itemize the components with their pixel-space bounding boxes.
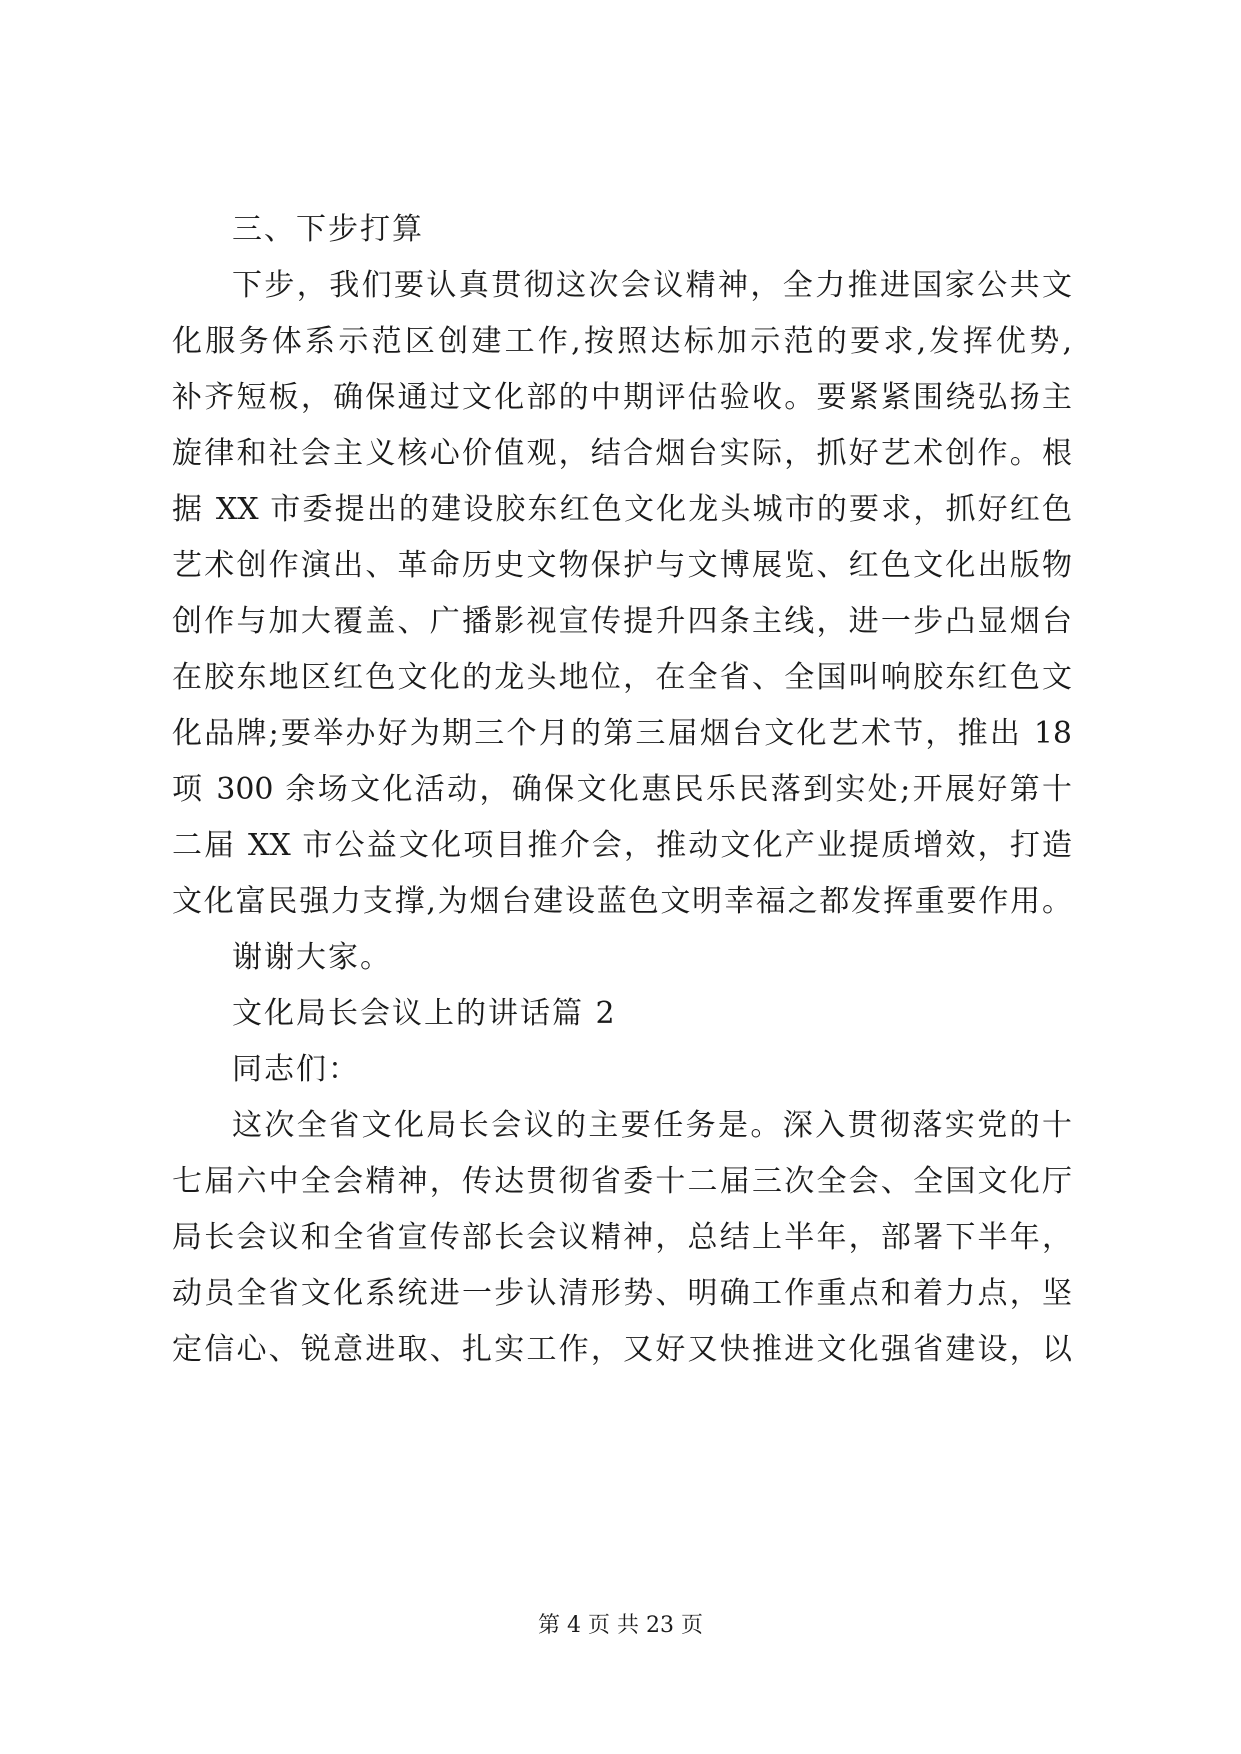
paragraph-line: 二届 XX 市公益文化项目推介会，推动文化产业提质增效，打造	[172, 828, 1072, 863]
article-title: 文化局长会议上的讲话篇 2	[232, 996, 617, 1031]
page-number-footer: 第 4 页 共 23 页	[538, 1613, 703, 1638]
paragraph-line: 创作与加大覆盖、广播影视宣传提升四条主线，进一步凸显烟台	[172, 604, 1072, 639]
paragraph-line: 文化富民强力支撑,为烟台建设蓝色文明幸福之都发挥重要作用。	[172, 884, 1072, 919]
greeting-line: 同志们：	[232, 1052, 360, 1087]
paragraph-line: 定信心、锐意进取、扎实工作，又好又快推进文化强省建设，以	[172, 1332, 1072, 1367]
paragraph-line: 据 XX 市委提出的建设胶东红色文化龙头城市的要求，抓好红色	[172, 492, 1072, 527]
section-heading: 三、下步打算	[232, 212, 424, 247]
thanks-line: 谢谢大家。	[232, 940, 392, 975]
paragraph-line: 项 300 余场文化活动，确保文化惠民乐民落到实处;开展好第十	[172, 772, 1072, 807]
paragraph-line: 这次全省文化局长会议的主要任务是。深入贯彻落实党的十	[232, 1108, 1072, 1143]
paragraph-line: 下步，我们要认真贯彻这次会议精神，全力推进国家公共文	[232, 268, 1072, 303]
paragraph-line: 旋律和社会主义核心价值观，结合烟台实际，抓好艺术创作。根	[172, 436, 1072, 471]
paragraph-line: 在胶东地区红色文化的龙头地位，在全省、全国叫响胶东红色文	[172, 660, 1072, 695]
paragraph-line: 局长会议和全省宣传部长会议精神，总结上半年，部署下半年，	[172, 1220, 1072, 1255]
paragraph-line: 化品牌;要举办好为期三个月的第三届烟台文化艺术节，推出 18	[172, 716, 1072, 751]
paragraph-line: 动员全省文化系统进一步认清形势、明确工作重点和着力点，坚	[172, 1276, 1072, 1311]
paragraph-line: 艺术创作演出、革命历史文物保护与文博展览、红色文化出版物	[172, 548, 1072, 583]
paragraph-line: 补齐短板，确保通过文化部的中期评估验收。要紧紧围绕弘扬主	[172, 380, 1072, 415]
paragraph-line: 七届六中全会精神，传达贯彻省委十二届三次全会、全国文化厅	[172, 1164, 1072, 1199]
paragraph-line: 化服务体系示范区创建工作,按照达标加示范的要求,发挥优势,	[172, 324, 1072, 359]
